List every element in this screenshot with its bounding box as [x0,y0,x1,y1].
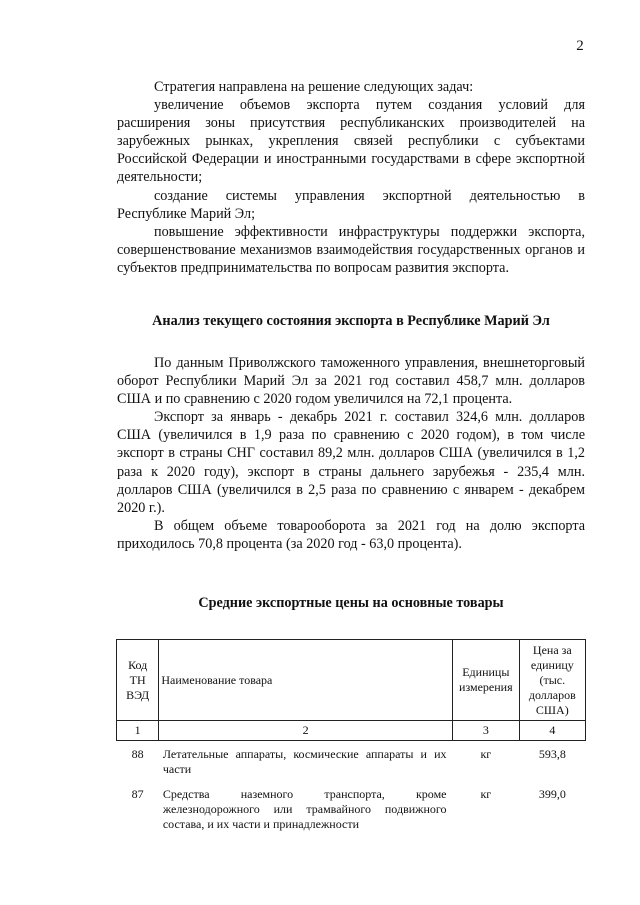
header-unit: Единицы измерения [453,640,520,721]
table-row [117,781,586,836]
header-name: Наименование товара [159,640,453,721]
analysis-paragraph: В общем объеме товарооборота за 2021 год на долю экспорта приходилось 70,8 процента (за 2020 год - 63,0 процента). [117,517,585,552]
task-item: создание системы управления экспортной деятельностью в Республике Марий Эл; [117,187,585,222]
tasks-lead: Стратегия направлена на решение следующих задач: [154,79,474,95]
table-title: Средние экспортные цены на основные товары [198,595,504,611]
row-name: Летательные аппараты, космические аппараты и их части [162,747,447,776]
index-cell: 1 [117,721,159,741]
row-name: Средства наземного транспорта, кроме железнодорожного или трамвайного подвижного состава, и их части и принадлежности [162,787,447,831]
header-code: Код ТН ВЭД [117,640,159,721]
analysis-paragraph: По данным Приволжского таможенного управления, внешнеторговый оборот Республики Марий Эл за 2021 год составил 458,7 млн. долларов США и по сравнению с 2020 годом увеличился на 72,1 процента. [117,355,585,408]
task-item: повышение эффективности инфраструктуры поддержки экспорта, совершенствование механизмов взаимодействия государственных органов и субъектов предпринимательства по вопросам развития экспорта. [117,223,585,276]
row-price: 399,0 [538,787,566,801]
table-row [117,741,586,782]
export-prices-table [116,639,586,836]
section-heading: Анализ текущего состояния экспорта в Республике Марий Эл [152,313,550,329]
index-cell: 2 [159,721,453,741]
index-cell: 3 [453,721,520,741]
table-index-row [117,721,586,741]
strategy-tasks-block [117,78,585,277]
header-price: Цена за единицу (тыс. долларов США) [519,640,585,721]
task-item: увеличение объемов экспорта путем создания условий для расширения зоны присутствия республиканских производителей на зарубежных рынках, укрепления связей республики с субъектами Российской Федерации и иностранными государствами в сфере экспортной деятельности; [117,97,585,186]
row-code: 88 [131,747,144,761]
page-number: 2 [576,38,584,54]
row-unit: кг [480,787,492,801]
table-header-row [117,640,586,721]
analysis-paragraph: Экспорт за январь - декабрь 2021 г. составил 324,6 млн. долларов США (увеличился в 1,9 раза по сравнению с 2020 годом), в том числе экспорт в страны СНГ составил 89,2 млн. долларов США (увеличился в 1,2 раза к 2020 году), экспорт в страны дальнего зарубежья - 235,4 млн. долларов США (увеличился в 2,5 раза по сравнению с январем - декабрем 2020 г.). [117,409,585,516]
row-price: 593,8 [538,747,566,761]
analysis-block [117,354,585,553]
row-unit: кг [480,747,492,761]
index-cell: 4 [519,721,585,741]
row-code: 87 [131,787,144,801]
